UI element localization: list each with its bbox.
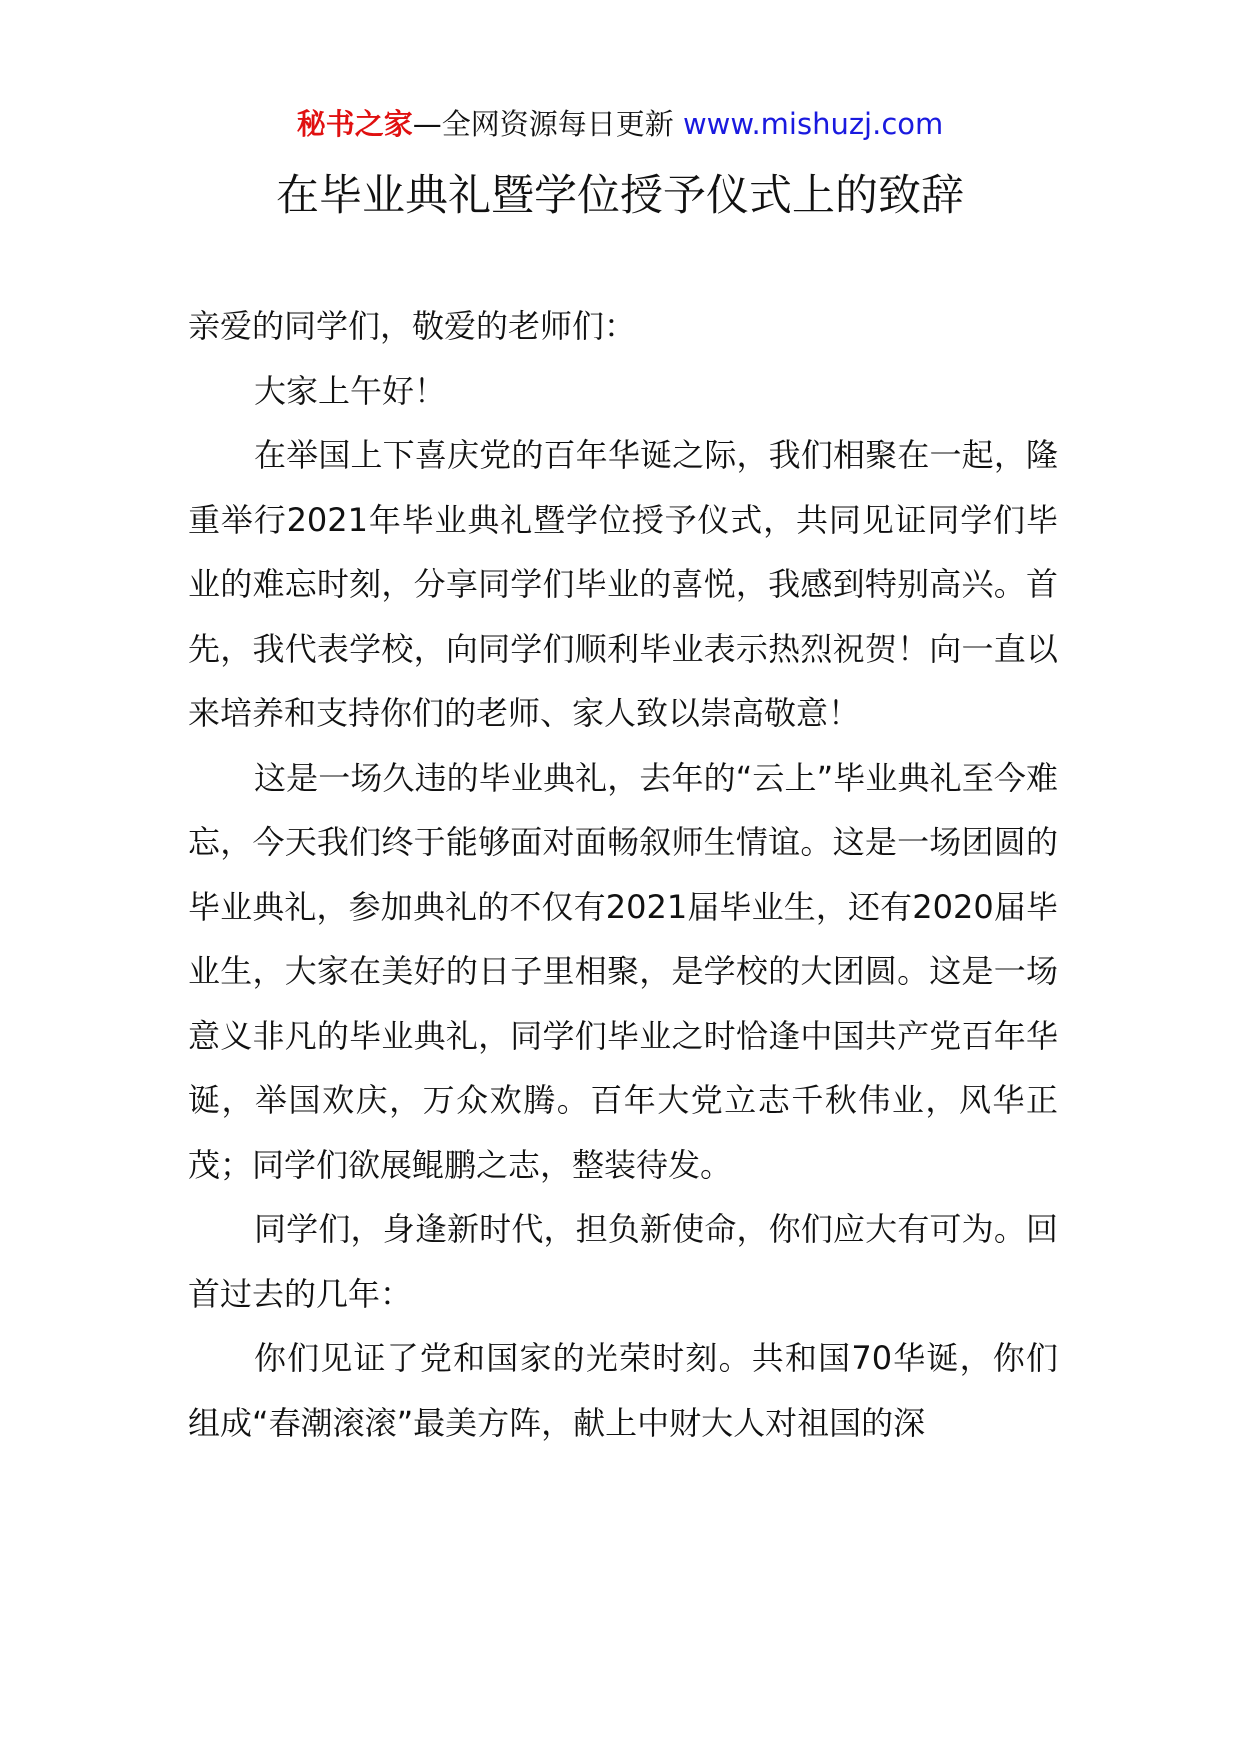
site-slogan: —全网资源每日更新 (412, 107, 674, 141)
paragraph-ceremony: 这是一场久违的毕业典礼，去年的“云上”毕业典礼至今难忘，今天我们终于能够面对面畅叙师生情谊。这是一场团圆的毕业典礼，参加典礼的不仅有2021届毕业生，还有2020届毕业生，大家在美好的日子里相聚，是学校的大团圆。这是一场意义非凡的毕业典礼，同学们毕业之时恰逢中国共产党百年华诞，举国欢庆，万众欢腾。百年大党立志千秋伟业，风华正茂；同学们欲展鲲鹏之志，整装待发。 (188, 758, 1058, 1184)
document-title: 在毕业典礼暨学位授予仪式上的致辞 (276, 171, 964, 221)
paragraph-greeting: 大家上午好！ (254, 371, 447, 410)
paragraph-opening: 在举国上下喜庆党的百年华诞之际，我们相聚在一起，隆重举行2021年毕业典礼暨学位授予仪式，共同见证同学们毕业的难忘时刻，分享同学们毕业的喜悦，我感到特别高兴。首先，我代表学校，向同学们顺利毕业表示热烈祝贺！向一直以来培养和支持你们的老师、家人致以崇高敬意！ (188, 436, 1058, 732)
paragraph-mission: 同学们，身逢新时代，担负新使命，你们应大有可为。回首过去的几年： (188, 1210, 1058, 1313)
paragraph-witness: 你们见证了党和国家的光荣时刻。共和国70华诞，你们组成“春潮滚滚”最美方阵，献上中财大人对祖国的深 (188, 1339, 1058, 1442)
salutation: 亲爱的同学们，敬爱的老师们： (188, 307, 637, 345)
site-header (0, 104, 1240, 144)
document-body (188, 294, 1058, 1455)
site-brand: 秘书之家 (296, 107, 413, 141)
site-url-link[interactable]: www.mishuzj.com (682, 107, 944, 141)
